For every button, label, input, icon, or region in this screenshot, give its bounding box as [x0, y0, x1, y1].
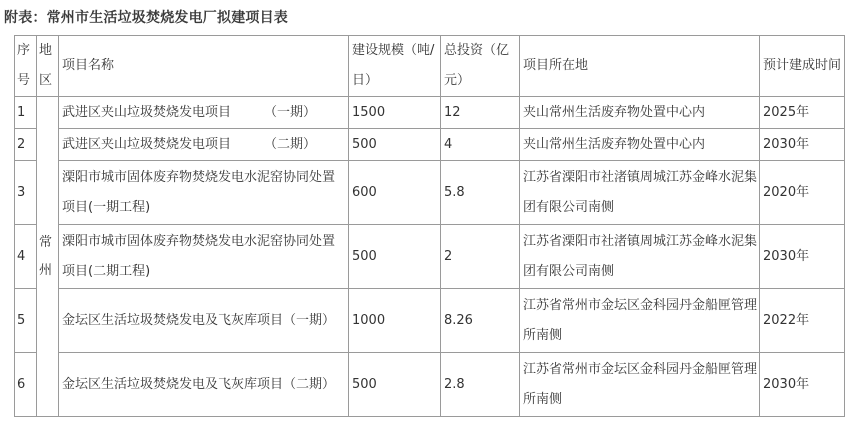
table-row: [15, 289, 845, 353]
row-location: 江苏省常州市金坛区金科园丹金船匣管理所南侧: [520, 353, 760, 417]
row-seq: 5: [15, 289, 37, 353]
row-year: 2020年: [760, 161, 845, 225]
row-year: 2030年: [760, 225, 845, 289]
row-seq: 6: [15, 353, 37, 417]
row-location: 夹山常州生活废弃物处置中心内: [520, 97, 760, 129]
row-scale: 500: [349, 129, 441, 161]
row-seq: 3: [15, 161, 37, 225]
region-cell: [37, 97, 59, 417]
row-scale: 1000: [349, 289, 441, 353]
header-seq: 序号: [15, 36, 37, 97]
row-location: 江苏省常州市金坛区金科园丹金船匣管理所南侧: [520, 289, 760, 353]
row-name: 武进区夹山垃圾焚烧发电项目 （一期）: [59, 97, 349, 129]
row-invest: 5.8: [441, 161, 520, 225]
header-location: 项目所在地: [520, 36, 760, 97]
row-seq: 4: [15, 225, 37, 289]
region-label: 常州: [39, 234, 53, 278]
row-year: 2030年: [760, 353, 845, 417]
row-seq: 1: [15, 97, 37, 129]
header-row: [15, 36, 845, 97]
row-scale: 1500: [349, 97, 441, 129]
row-invest: 4: [441, 129, 520, 161]
header-region: 地区: [37, 36, 59, 97]
header-year: 预计建成时间: [760, 36, 845, 97]
row-scale: 500: [349, 225, 441, 289]
row-name: 溧阳市城市固体废弃物焚烧发电水泥窑协同处置项目(一期工程): [59, 161, 349, 225]
row-location: 江苏省溧阳市社渚镇周城江苏金峰水泥集团有限公司南侧: [520, 225, 760, 289]
row-invest: 2.8: [441, 353, 520, 417]
row-invest: 8.26: [441, 289, 520, 353]
row-invest: 12: [441, 97, 520, 129]
row-invest: 2: [441, 225, 520, 289]
row-name: 武进区夹山垃圾焚烧发电项目 （二期）: [59, 129, 349, 161]
row-year: 2025年: [760, 97, 845, 129]
header-invest: 总投资（亿元）: [441, 36, 520, 97]
row-year: 2030年: [760, 129, 845, 161]
table-caption: 附表：常州市生活垃圾焚烧发电厂拟建项目表: [4, 10, 288, 26]
row-name: 金坛区生活垃圾焚烧发电及飞灰库项目（一期）: [59, 289, 349, 353]
header-name: 项目名称: [59, 36, 349, 97]
row-year: 2022年: [760, 289, 845, 353]
header-scale: 建设规模（吨/日）: [349, 36, 441, 97]
row-name: 溧阳市城市固体废弃物焚烧发电水泥窑协同处置项目(二期工程): [59, 225, 349, 289]
table-row: [15, 161, 845, 225]
row-seq: 2: [15, 129, 37, 161]
row-location: 夹山常州生活废弃物处置中心内: [520, 129, 760, 161]
table-row: [15, 129, 845, 161]
row-scale: 500: [349, 353, 441, 417]
table-row: [15, 353, 845, 417]
table-row: [15, 225, 845, 289]
row-name: 金坛区生活垃圾焚烧发电及飞灰库项目（二期）: [59, 353, 349, 417]
projects-table: [14, 35, 845, 417]
row-location: 江苏省溧阳市社渚镇周城江苏金峰水泥集团有限公司南侧: [520, 161, 760, 225]
table-row: [15, 97, 845, 129]
row-scale: 600: [349, 161, 441, 225]
